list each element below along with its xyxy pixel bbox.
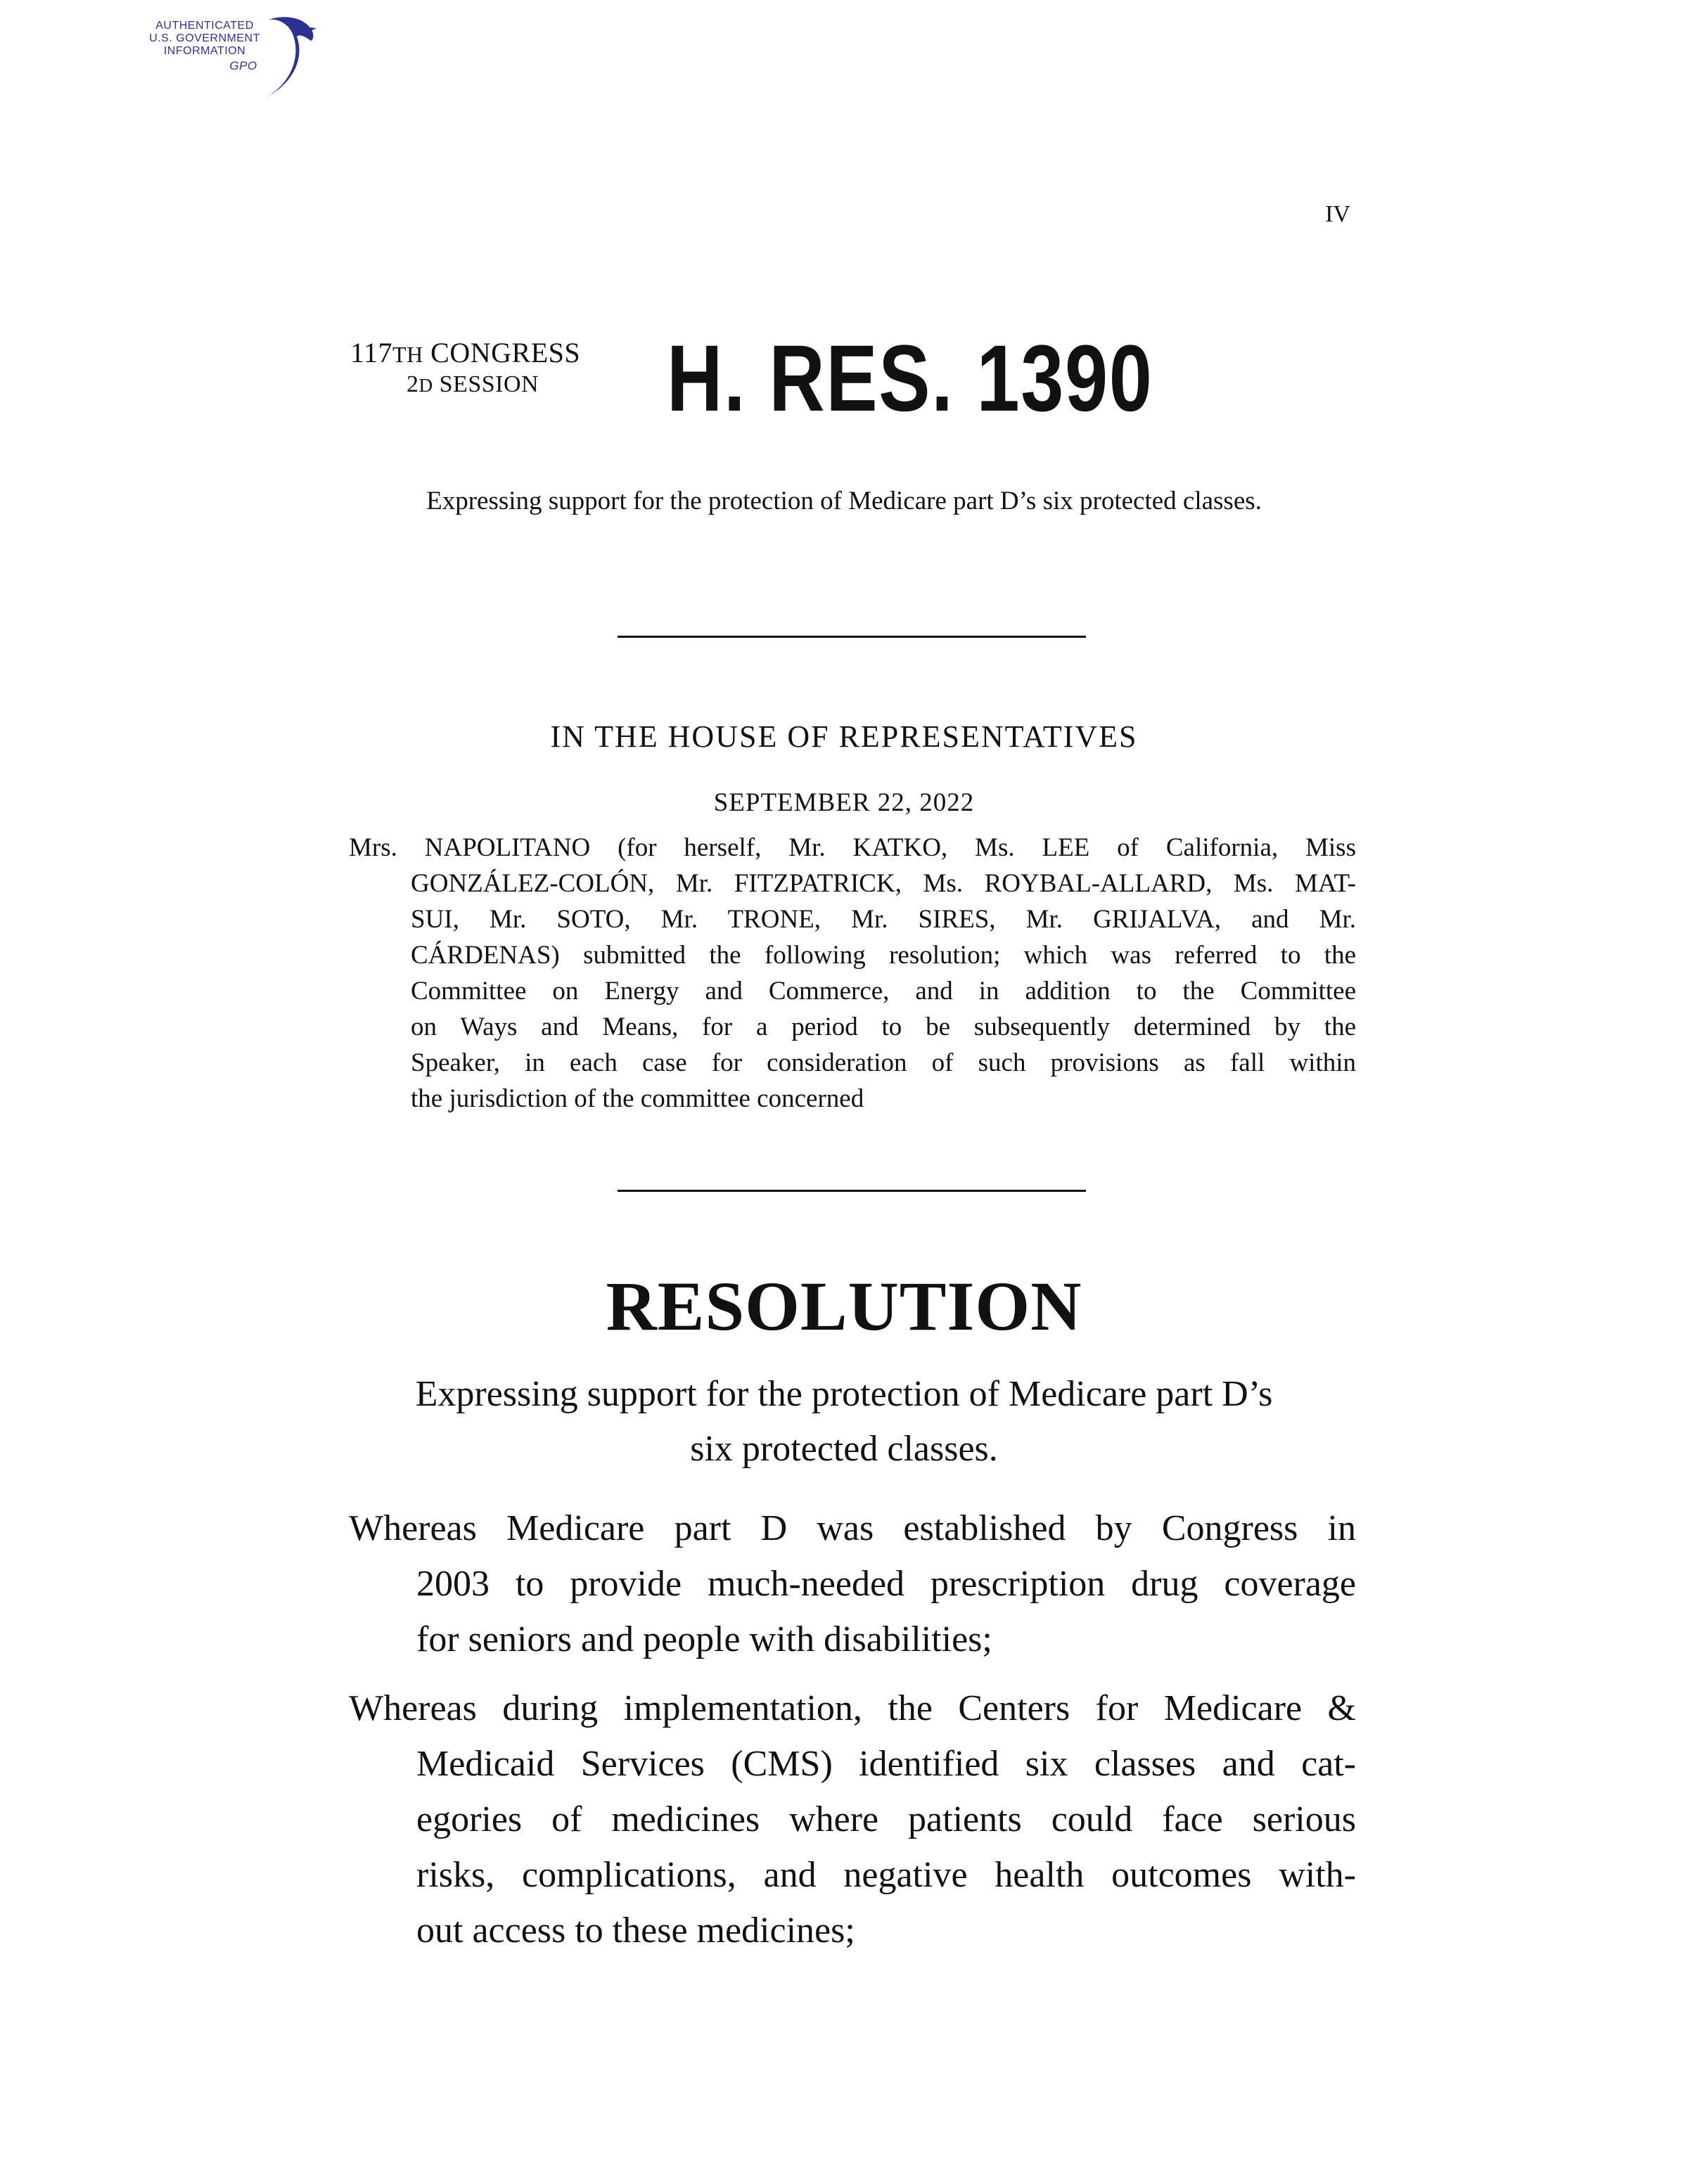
divider-rule <box>618 636 1086 638</box>
gpo-badge-logo-text: GPO <box>229 59 257 72</box>
action-line: GONZÁLEZ-COLÓN, Mr. FITZPATRICK, Ms. ROYBAL-ALLARD, Ms. MAT- <box>411 869 1356 898</box>
action-line: Mrs. NAPOLITANO (for herself, Mr. KATKO, Ms. LEE of California, Miss <box>349 833 1356 862</box>
gpo-badge-line-3: INFORMATION <box>163 45 246 57</box>
whereas-line: 2003 to provide much-needed prescription drug coverage <box>416 1564 1356 1604</box>
action-line: SUI, Mr. SOTO, Mr. TRONE, Mr. SIRES, Mr. GRIJALVA, and Mr. <box>411 905 1356 934</box>
chamber-heading: IN THE HOUSE OF REPRESENTATIVES <box>550 719 1138 754</box>
whereas-clause <box>349 1681 1356 1958</box>
whereas-line: Whereas during implementation, the Centers for Medicare & <box>349 1688 1356 1728</box>
session-word: SESSION <box>439 371 539 397</box>
official-title <box>324 1367 1364 1477</box>
whereas-line: for seniors and people with disabilities; <box>416 1619 992 1659</box>
whereas-line: out access to these medicines; <box>416 1910 855 1951</box>
whereas-clause <box>349 1501 1356 1667</box>
congress-line <box>350 336 580 369</box>
session-line <box>407 371 539 398</box>
whereas-line: Whereas Medicare part D was established by Congress in <box>349 1508 1356 1548</box>
congress-word: CONGRESS <box>430 337 581 368</box>
session-number: 2 <box>407 371 419 397</box>
congress-number: 117 <box>350 337 393 368</box>
resolution-heading: RESOLUTION <box>606 1267 1082 1345</box>
divider-rule <box>618 1190 1086 1192</box>
short-title: Expressing support for the protection of Medicare part D’s six protected classes. <box>426 487 1262 515</box>
gpo-eagle-icon <box>243 13 321 104</box>
whereas-line: risks, complications, and negative health outcomes with- <box>416 1855 1356 1895</box>
introduction-date: SEPTEMBER 22, 2022 <box>713 788 975 817</box>
congress-suffix: TH <box>392 342 423 367</box>
bill-number: H. RES. 1390 <box>667 326 1153 431</box>
action-line: Committee on Energy and Commerce, and in addition to the Committee <box>411 977 1356 1006</box>
action-line: the jurisdiction of the committee concerned <box>411 1084 864 1113</box>
action-line: on Ways and Means, for a period to be subsequently determined by the <box>411 1013 1356 1041</box>
whereas-line: egories of medicines where patients could face serious <box>416 1799 1356 1839</box>
official-title-line: six protected classes. <box>690 1429 998 1469</box>
action-paragraph <box>349 830 1356 1117</box>
gpo-badge-line-2: U.S. GOVERNMENT <box>149 32 260 44</box>
session-suffix: D <box>418 375 433 396</box>
document-copy-mark: IV <box>1325 201 1350 227</box>
action-line: Speaker, in each case for consideration of such provisions as fall within <box>411 1048 1356 1077</box>
official-title-line: Expressing support for the protection of Medicare part D’s <box>415 1374 1273 1414</box>
gpo-badge-line-1: AUTHENTICATED <box>155 20 254 32</box>
action-line: CÁRDENAS) submitted the following resolution; which was referred to the <box>411 941 1356 970</box>
gpo-authentication-badge <box>138 13 328 104</box>
whereas-line: Medicaid Services (CMS) identified six classes and cat- <box>416 1744 1356 1784</box>
